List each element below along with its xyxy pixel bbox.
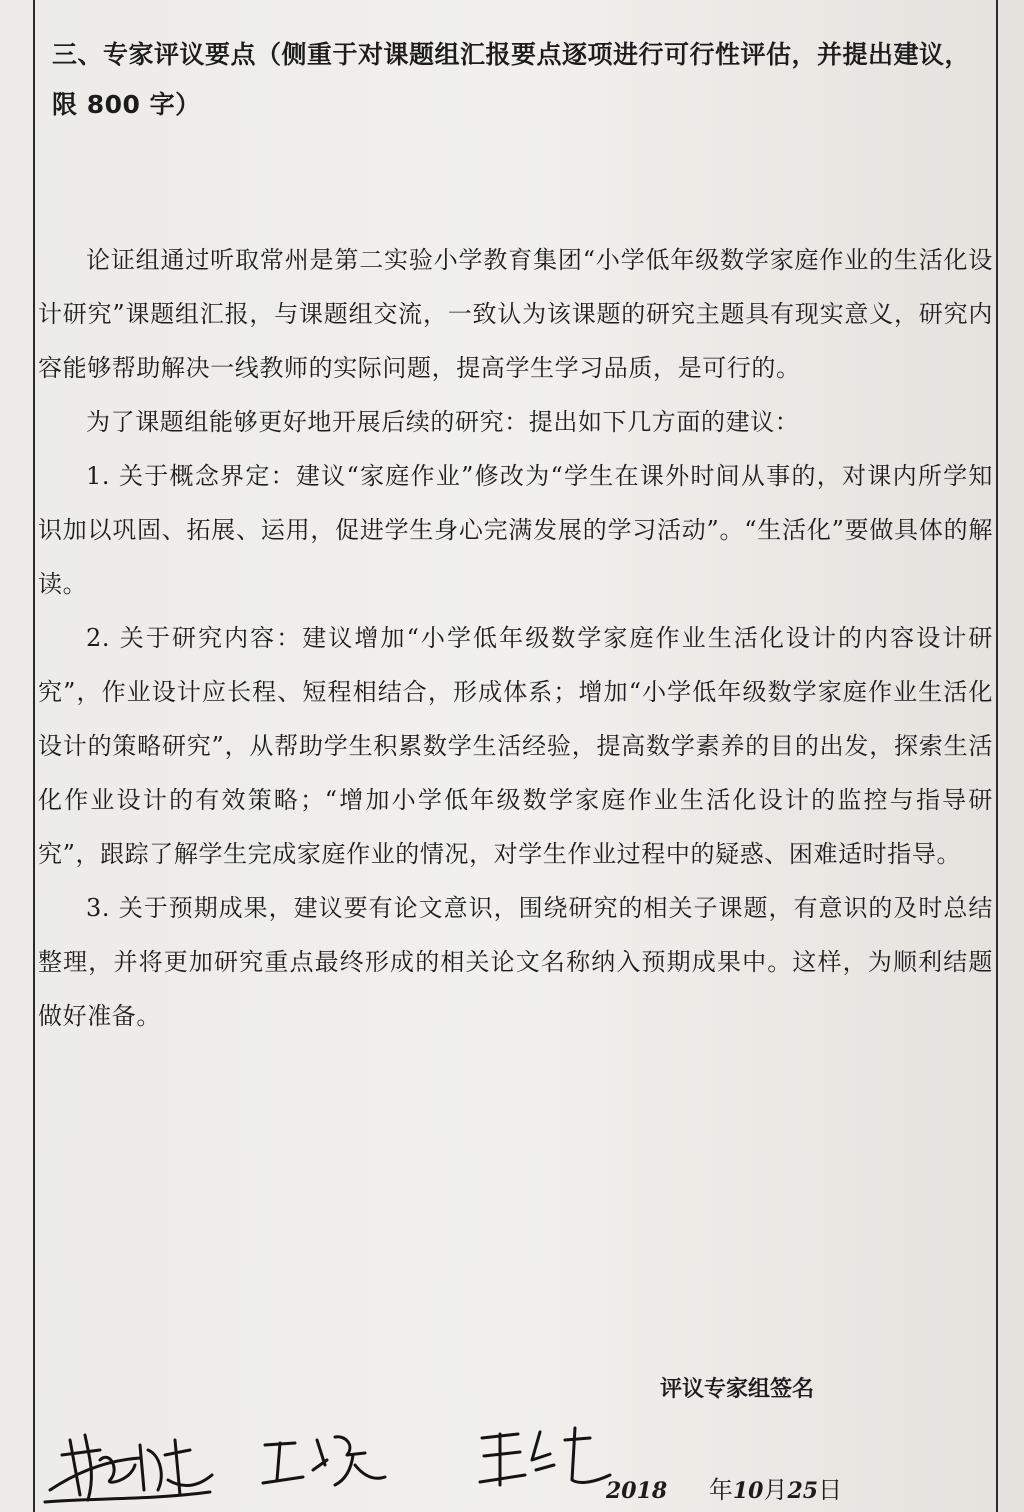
signature-1-handwriting [40, 1420, 220, 1510]
date-month: 10 [732, 1478, 764, 1504]
date-month-suffix: 月 [763, 1476, 788, 1504]
section-heading: 三、专家评议要点（侧重于对课题组汇报要点逐项进行可行性评估，并提出建议，限 800 字） [52, 40, 971, 119]
signature-label: 评议专家组签名 [660, 1377, 815, 1402]
signature-2-handwriting [255, 1425, 395, 1495]
paragraph-suggestion-1: 1. 关于概念界定：建议“家庭作业”修改为“学生在课外时间从事的，对课内所学知识加以巩固、拓展、运用，促进学生身心完满发展的学习活动”。“生活化”要做具体的解读。 [38, 462, 993, 598]
date-year: 2018 [606, 1478, 668, 1504]
paragraph-suggestion-2: 2. 关于研究内容：建议增加“小学低年级数学家庭作业生活化设计的内容设计研究”，作业设计应长程、短程相结合，形成体系；增加“小学低年级数学家庭作业生活化设计的策略研究”，从帮助学生积累数学生活经验，提高数学素养的目的出发，探索生活化作业设计的有效策略；“增加小学低年级数学家庭作业生活化设计的监控与指导研究”，跟踪了解学生完成家庭作业的情况，对学生作业过程中的疑惑、困难适时指导。 [38, 624, 993, 868]
paragraph-suggestion-3: 3. 关于预期成果，建议要有论文意识，围绕研究的相关子课题，有意识的及时总结整理，并将更加研究重点最终形成的相关论文名称纳入预期成果中。这样，为顺利结题做好准备。 [38, 894, 993, 1030]
review-comments [38, 233, 993, 1043]
signature-3-handwriting [470, 1420, 620, 1500]
date-year-suffix: 年 [708, 1476, 733, 1504]
signature-date [606, 1470, 842, 1505]
paragraph-summary: 论证组通过听取常州是第二实验小学教育集团“小学低年级数学家庭作业的生活化设计研究”课题组汇报，与课题组交流，一致认为该课题的研究主题具有现实意义，研究内容能够帮助解决一线教师的实际问题，提高学生学习品质，是可行的。 [38, 246, 993, 382]
paragraph-intro-suggestions: 为了课题组能够更好地开展后续的研究：提出如下几方面的建议： [86, 408, 800, 436]
date-day: 25 [787, 1478, 819, 1504]
date-day-suffix: 日 [818, 1476, 843, 1504]
